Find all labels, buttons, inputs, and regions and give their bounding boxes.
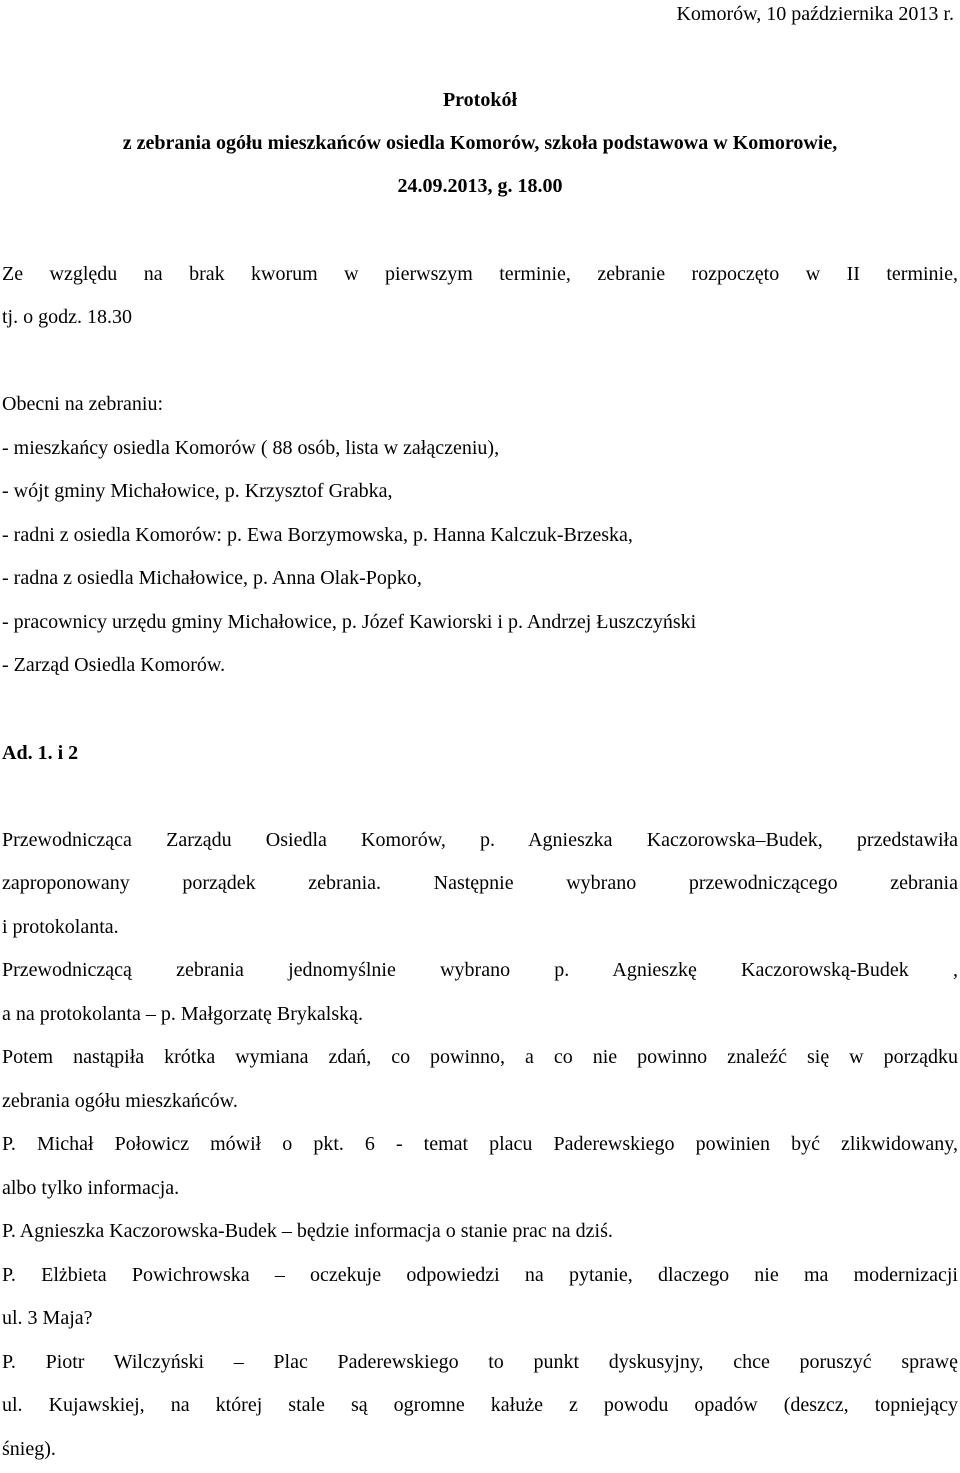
- intro-line-1: Ze względu na brak kworum w pierwszym terminie, zebranie rozpoczęto w II terminie,: [2, 263, 958, 285]
- attendee-item: - Zarząd Osiedla Komorów.: [2, 654, 226, 676]
- body-line: zaproponowany porządek zebrania. Następnie wybrano przewodniczącego zebrania: [2, 872, 958, 894]
- body-line: P. Michał Połowicz mówił o pkt. 6 - temat placu Paderewskiego powinien być zlikwidowany,: [2, 1133, 958, 1155]
- body-line: P. Elżbieta Powichrowska – oczekuje odpowiedzi na pytanie, dlaczego nie ma modernizacji: [2, 1264, 958, 1286]
- attendee-item: - radna z osiedla Michałowice, p. Anna Olak-Popko,: [2, 567, 422, 589]
- body-line: a na protokolanta – p. Małgorzatę Brykalską.: [2, 1003, 363, 1025]
- protocol-date-time: 24.09.2013, g. 18.00: [397, 175, 563, 197]
- attendee-item: - pracownicy urzędu gminy Michałowice, p. Józef Kawiorski i p. Andrzej Łuszczyński: [2, 611, 697, 633]
- body-line: P. Agnieszka Kaczorowska-Budek – będzie informacja o stanie prac na dziś.: [2, 1220, 613, 1242]
- body-line: Przewodniczącą zebrania jednomyślnie wybrano p. Agnieszkę Kaczorowską-Budek ,: [2, 959, 958, 981]
- attendee-item: - mieszkańcy osiedla Komorów ( 88 osób, lista w załączeniu),: [2, 437, 500, 459]
- body-line: ul. 3 Maja?: [2, 1307, 93, 1329]
- body-line: Potem nastąpiła krótka wymiana zdań, co powinno, a co nie powinno znaleźć się w porządku: [2, 1046, 958, 1068]
- body-line: śnieg).: [2, 1438, 56, 1460]
- body-line: zebrania ogółu mieszkańców.: [2, 1090, 238, 1112]
- body-line: Przewodnicząca Zarządu Osiedla Komorów, p. Agnieszka Kaczorowska–Budek, przedstawiła: [2, 829, 958, 851]
- body-line: i protokolanta.: [2, 916, 119, 938]
- attendees-heading: Obecni na zebraniu:: [2, 393, 164, 415]
- attendee-item: - radni z osiedla Komorów: p. Ewa Borzymowska, p. Hanna Kalczuk-Brzeska,: [2, 524, 633, 546]
- body-line: P. Piotr Wilczyński – Plac Paderewskiego to punkt dyskusyjny, chce poruszyć sprawę: [2, 1351, 958, 1373]
- protocol-title: Protokół: [442, 89, 518, 111]
- body-line: ul. Kujawskiej, na której stale są ogromne kałuże z powodu opadów (deszcz, topniejący: [2, 1394, 958, 1416]
- protocol-subtitle: z zebrania ogółu mieszkańców osiedla Komorów, szkoła podstawowa w Komorowie,: [122, 132, 838, 154]
- place-date: Komorów, 10 października 2013 r.: [676, 3, 954, 25]
- attendee-item: - wójt gminy Michałowice, p. Krzysztof Grabka,: [2, 480, 393, 502]
- intro-line-2: tj. o godz. 18.30: [2, 306, 132, 328]
- body-line: albo tylko informacja.: [2, 1177, 180, 1199]
- section-heading: Ad. 1. i 2: [2, 742, 79, 764]
